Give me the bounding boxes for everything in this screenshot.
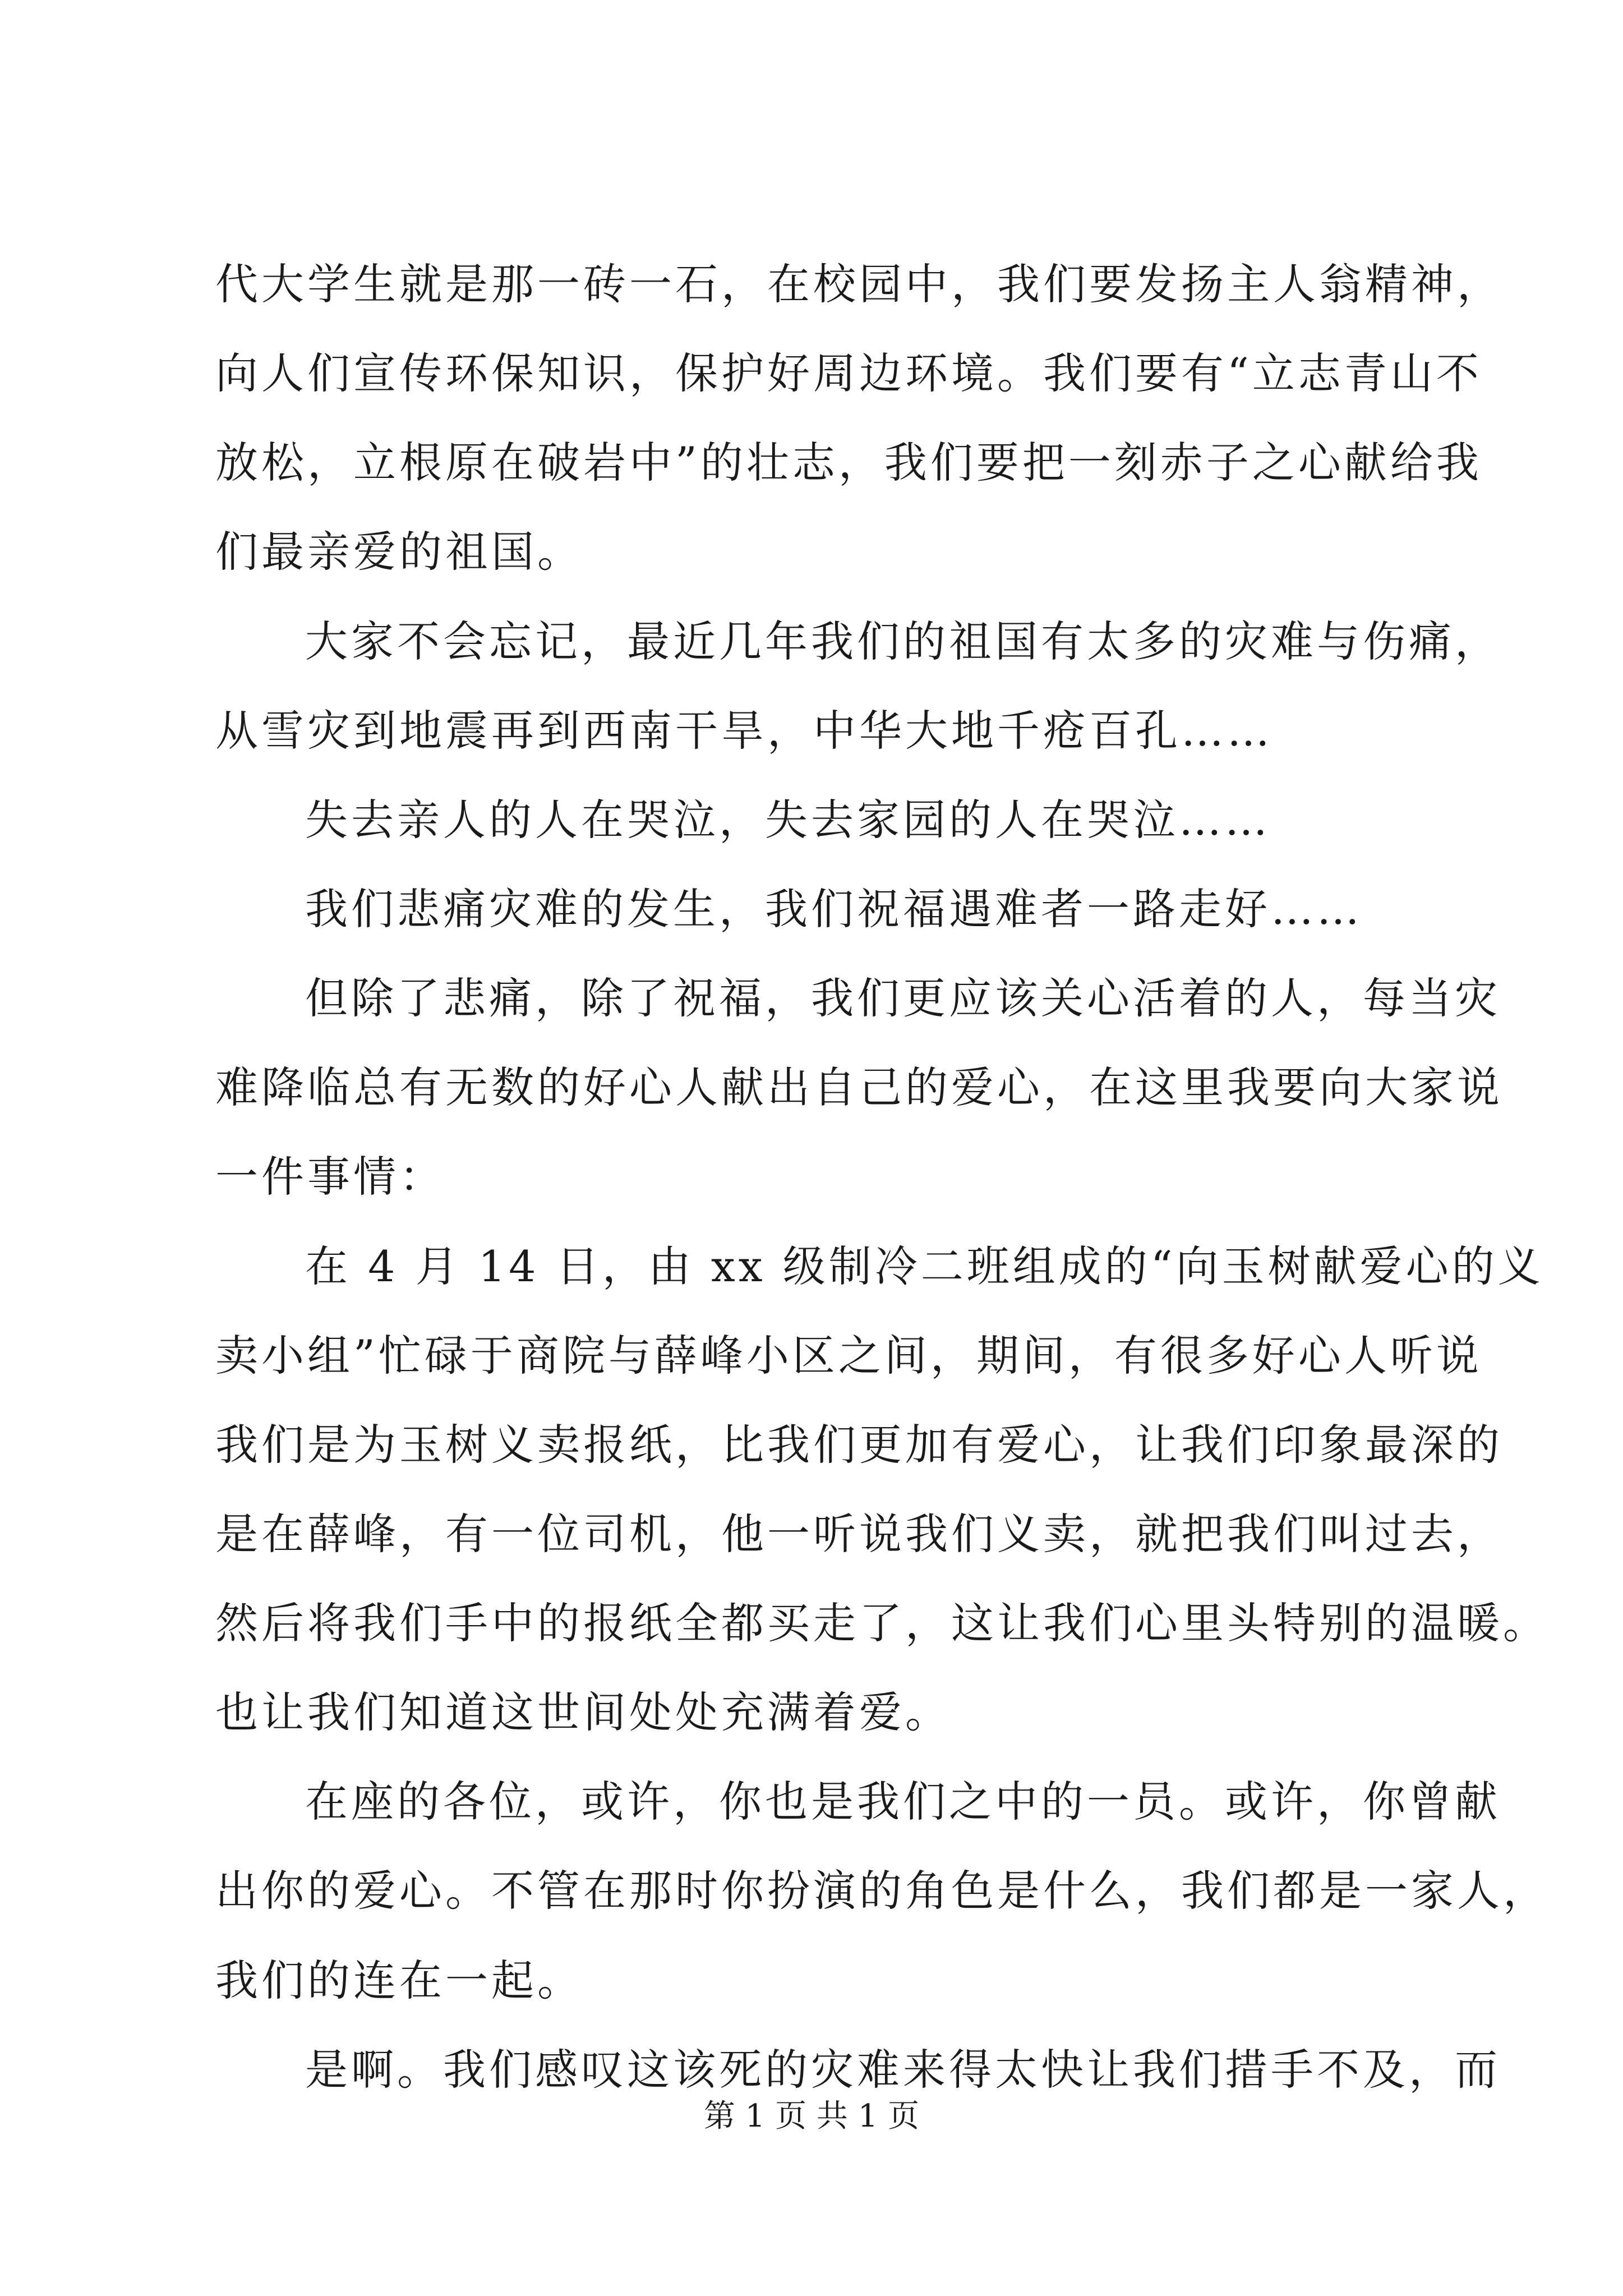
text-line: 是在薛峰，有一位司机，他一听说我们义卖，就把我们叫过去，	[215, 1509, 1503, 1559]
text-line: 卖小组”忙碌于商院与薛峰小区之间，期间，有很多好心人听说	[215, 1331, 1482, 1381]
text-line: 然后将我们手中的报纸全都买走了，这让我们心里头特别的温暖。	[215, 1598, 1549, 1648]
text-line: 也让我们知道这世间处处充满着爱。	[215, 1687, 951, 1737]
paragraph-start-line: 大家不会忘记，最近几年我们的祖国有太多的灾难与伤痛，	[305, 616, 1501, 666]
text-line: 一件事情：	[215, 1152, 445, 1202]
page-number-footer: 第 1 页 共 1 页	[703, 2098, 920, 2134]
paragraph-start-line: 但除了悲痛，除了祝福，我们更应该关心活着的人，每当灾	[305, 973, 1501, 1023]
text-line: 出你的爱心。不管在那时你扮演的角色是什么，我们都是一家人，	[215, 1866, 1549, 1916]
paragraph-start-line: 失去亲人的人在哭泣，失去家园的人在哭泣……	[305, 795, 1271, 845]
paragraph-start-line: 在座的各位，或许，你也是我们之中的一员。或许，你曾献	[305, 1777, 1501, 1826]
text-line: 从雪灾到地震再到西南干旱，中华大地千疮百孔……	[215, 706, 1273, 756]
text-line: 我们是为玉树义卖报纸，比我们更加有爱心，让我们印象最深的	[215, 1420, 1503, 1470]
paragraph-start-line: 是啊。我们感叹这该死的灾难来得太快让我们措手不及，而	[305, 2045, 1501, 2095]
text-line: 向人们宣传环保知识，保护好周边环境。我们要有“立志青山不	[215, 348, 1482, 398]
text-line: 代大学生就是那一砖一石，在校园中，我们要发扬主人翁精神，	[215, 259, 1503, 309]
text-line: 放松，立根原在破岩中”的壮志，我们要把一刻赤子之心献给我	[215, 438, 1482, 487]
text-line: 我们的连在一起。	[215, 1955, 583, 2005]
paragraph-start-line: 我们悲痛灾难的发生，我们祝福遇难者一路走好……	[305, 884, 1363, 934]
paragraph-start-line: 在 4 月 14 日，由 xx 级制冷二班组成的“向玉树献爱心的义	[305, 1241, 1544, 1291]
text-line: 难降临总有无数的好心人献出自己的爱心，在这里我要向大家说	[215, 1062, 1503, 1112]
text-line: 们最亲爱的祖国。	[215, 527, 583, 577]
